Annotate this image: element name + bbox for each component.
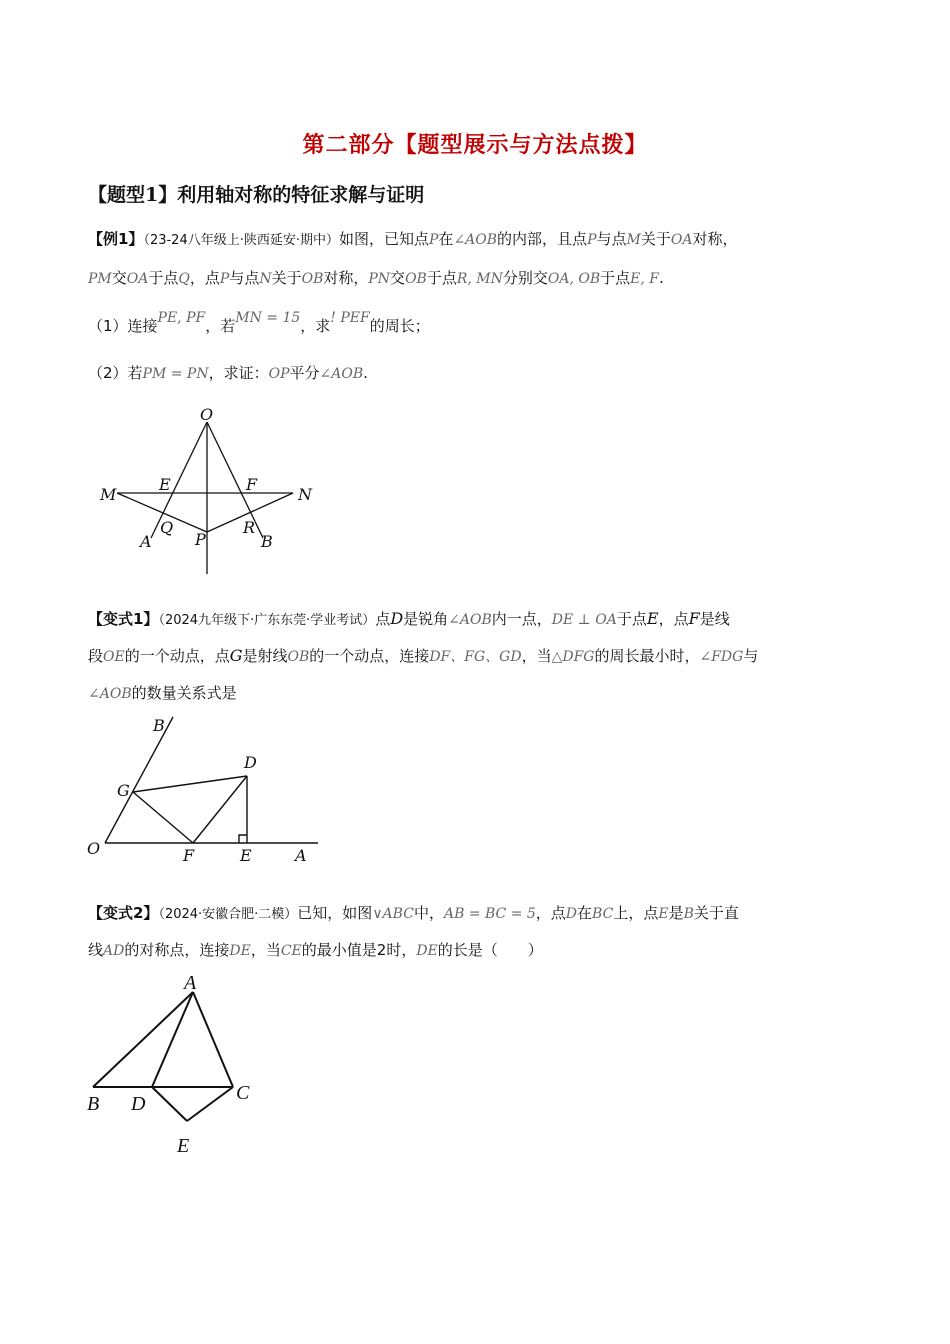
math: B [683, 906, 694, 922]
math: ! PEF [330, 310, 370, 326]
text: ，当 [250, 941, 281, 959]
text: （2）若 [88, 364, 143, 382]
math: OE [103, 649, 125, 665]
text: ，求 [300, 317, 331, 335]
text: 于点 [426, 269, 457, 287]
math: F [688, 609, 700, 628]
math: D [390, 609, 404, 628]
label-D: D [131, 1093, 146, 1115]
text: 如图，已知点 [338, 230, 429, 248]
example1-question2 [88, 363, 368, 384]
figure-1 [95, 400, 325, 580]
figure-3 [80, 970, 280, 1165]
label-F: F [246, 475, 258, 494]
text: 的对称点，连接 [124, 941, 230, 959]
math: ∠AOB [448, 612, 492, 628]
section-heading: 【题型1】利用轴对称的特征求解与证明 [88, 184, 425, 206]
text: ，若 [205, 317, 236, 335]
segment-FD [193, 776, 247, 843]
math: E [658, 906, 669, 922]
label-B: B [87, 1093, 100, 1115]
variant2-line1 [88, 903, 739, 925]
math: P [219, 271, 230, 287]
math: ∠AOB [453, 232, 498, 248]
text: 的长是（ ） [437, 941, 543, 959]
math: P [429, 232, 439, 248]
example1-tag: 【例1】 [88, 230, 144, 248]
math: E, F [630, 271, 660, 287]
label-Q: Q [160, 518, 174, 537]
label-A: A [184, 972, 197, 994]
segment-GF [133, 792, 193, 843]
text: （1）连接 [88, 317, 158, 335]
label-G: G [117, 781, 130, 800]
figure-2 [80, 710, 330, 870]
example1-line2 [88, 268, 664, 289]
segment-GD [133, 776, 247, 792]
text: 是射线 [242, 647, 288, 665]
text: 对称， [323, 269, 369, 287]
math: R, MN [456, 271, 503, 287]
label-E: E [240, 846, 252, 865]
label-B: B [153, 716, 165, 735]
math: PN [368, 271, 391, 287]
label-B: B [261, 532, 273, 551]
label-N: N [298, 485, 312, 504]
text: 对称， [692, 230, 738, 248]
text: 是 [668, 904, 684, 922]
text: 的最小值是2时， [301, 941, 417, 959]
label-F: F [183, 846, 195, 865]
math: OB [405, 271, 427, 287]
math: D [565, 906, 578, 922]
variant2-tag: 【变式2】 [88, 904, 159, 922]
label-E: E [159, 475, 171, 494]
label-P: P [195, 530, 206, 549]
math: OP [268, 366, 290, 382]
math: PE, PF [157, 310, 206, 326]
text: 在 [577, 904, 593, 922]
ray-OB [105, 717, 173, 843]
text: 与点 [229, 269, 260, 287]
text: ，点 [535, 904, 566, 922]
math: ∨ABC [372, 906, 414, 922]
math: M [626, 232, 641, 248]
math: OA, OB [547, 271, 601, 287]
math: Q [178, 271, 190, 287]
variant1-line3 [88, 683, 237, 704]
text: 的内部，且点 [497, 230, 588, 248]
segment-DE [152, 1087, 187, 1121]
segment-AB [93, 992, 193, 1087]
math: AD [103, 943, 125, 959]
text: 点 [375, 610, 391, 628]
text: 分别交 [502, 269, 548, 287]
text: 的数量关系式是 [131, 684, 237, 702]
text: 关于 [640, 230, 671, 248]
variant1-line1 [88, 609, 730, 631]
math: E [646, 609, 659, 628]
text: 关于 [271, 269, 302, 287]
math: PM = PN [142, 366, 209, 382]
text: 上，点 [613, 904, 659, 922]
text: 的一个动点，连接 [309, 647, 430, 665]
text: 交 [111, 269, 127, 287]
label-A: A [295, 846, 307, 865]
math: ∠FDG [699, 649, 744, 665]
math: ∠AOB [319, 366, 364, 382]
text: 交 [390, 269, 406, 287]
text: 是线 [699, 610, 730, 628]
math: N [259, 271, 272, 287]
text: 段 [88, 647, 104, 665]
math: OA [126, 271, 149, 287]
text: 已知，如图 [297, 904, 373, 922]
text: 的周长； [369, 317, 430, 335]
label-D: D [244, 753, 257, 772]
example1-line1 [88, 229, 737, 251]
math: G [229, 646, 243, 665]
page-title: 第二部分【题型展示与方法点拨】 [302, 132, 648, 158]
variant1-line2 [88, 646, 758, 667]
text: 于点 [600, 269, 631, 287]
math: AB = BC = 5 [443, 906, 536, 922]
text: 内一点， [491, 610, 552, 628]
text: 中， [413, 904, 444, 922]
label-E: E [177, 1135, 190, 1157]
example1-question1 [88, 310, 430, 337]
text: 关于直 [693, 904, 739, 922]
text: ，求证： [208, 364, 269, 382]
text: 平分 [289, 364, 320, 382]
math: DE ⊥ OA [551, 612, 617, 628]
math: PM [88, 271, 112, 287]
math: MN = 15 [235, 310, 301, 326]
variant2-line2 [88, 940, 543, 961]
text: 的一个动点，点 [124, 647, 230, 665]
text: 于点 [148, 269, 179, 287]
variant1-source: （2024九年级下·广东东莞·学业考试） [158, 613, 376, 628]
math: DE [416, 943, 438, 959]
text: . [363, 364, 368, 382]
math: P [587, 232, 597, 248]
math: OB [301, 271, 324, 287]
text: 在 [438, 230, 454, 248]
text: . [659, 269, 664, 287]
label-C: C [236, 1082, 250, 1104]
text: ，点 [189, 269, 220, 287]
segment-CE [187, 1087, 233, 1121]
text: 的周长最小时， [594, 647, 700, 665]
right-angle-mark [239, 835, 247, 843]
segment-AC [193, 992, 233, 1087]
math: OB [287, 649, 310, 665]
math: DE [229, 943, 251, 959]
text: ，当 [521, 647, 552, 665]
math: ∠AOB [88, 686, 132, 702]
math: OA [670, 232, 693, 248]
text: 与点 [596, 230, 627, 248]
label-O: O [87, 839, 101, 858]
variant2-source: （2024·安徽合肥·二模） [158, 907, 298, 922]
label-O: O [200, 405, 214, 424]
math: DF、FG、GD [429, 649, 522, 665]
math: △DFG [551, 649, 595, 665]
label-A: A [140, 532, 152, 551]
text: ，点 [658, 610, 689, 628]
text: 是锐角 [403, 610, 449, 628]
variant1-tag: 【变式1】 [88, 610, 159, 628]
label-M: M [100, 485, 117, 504]
text: 于点 [616, 610, 647, 628]
math: BC [592, 906, 614, 922]
text: 线 [88, 941, 104, 959]
math: CE [280, 943, 302, 959]
label-R: R [243, 518, 256, 537]
segment-AD [152, 992, 193, 1087]
example1-source: （23-24八年级上·陕西延安·期中） [143, 233, 339, 248]
text: 与 [743, 647, 759, 665]
